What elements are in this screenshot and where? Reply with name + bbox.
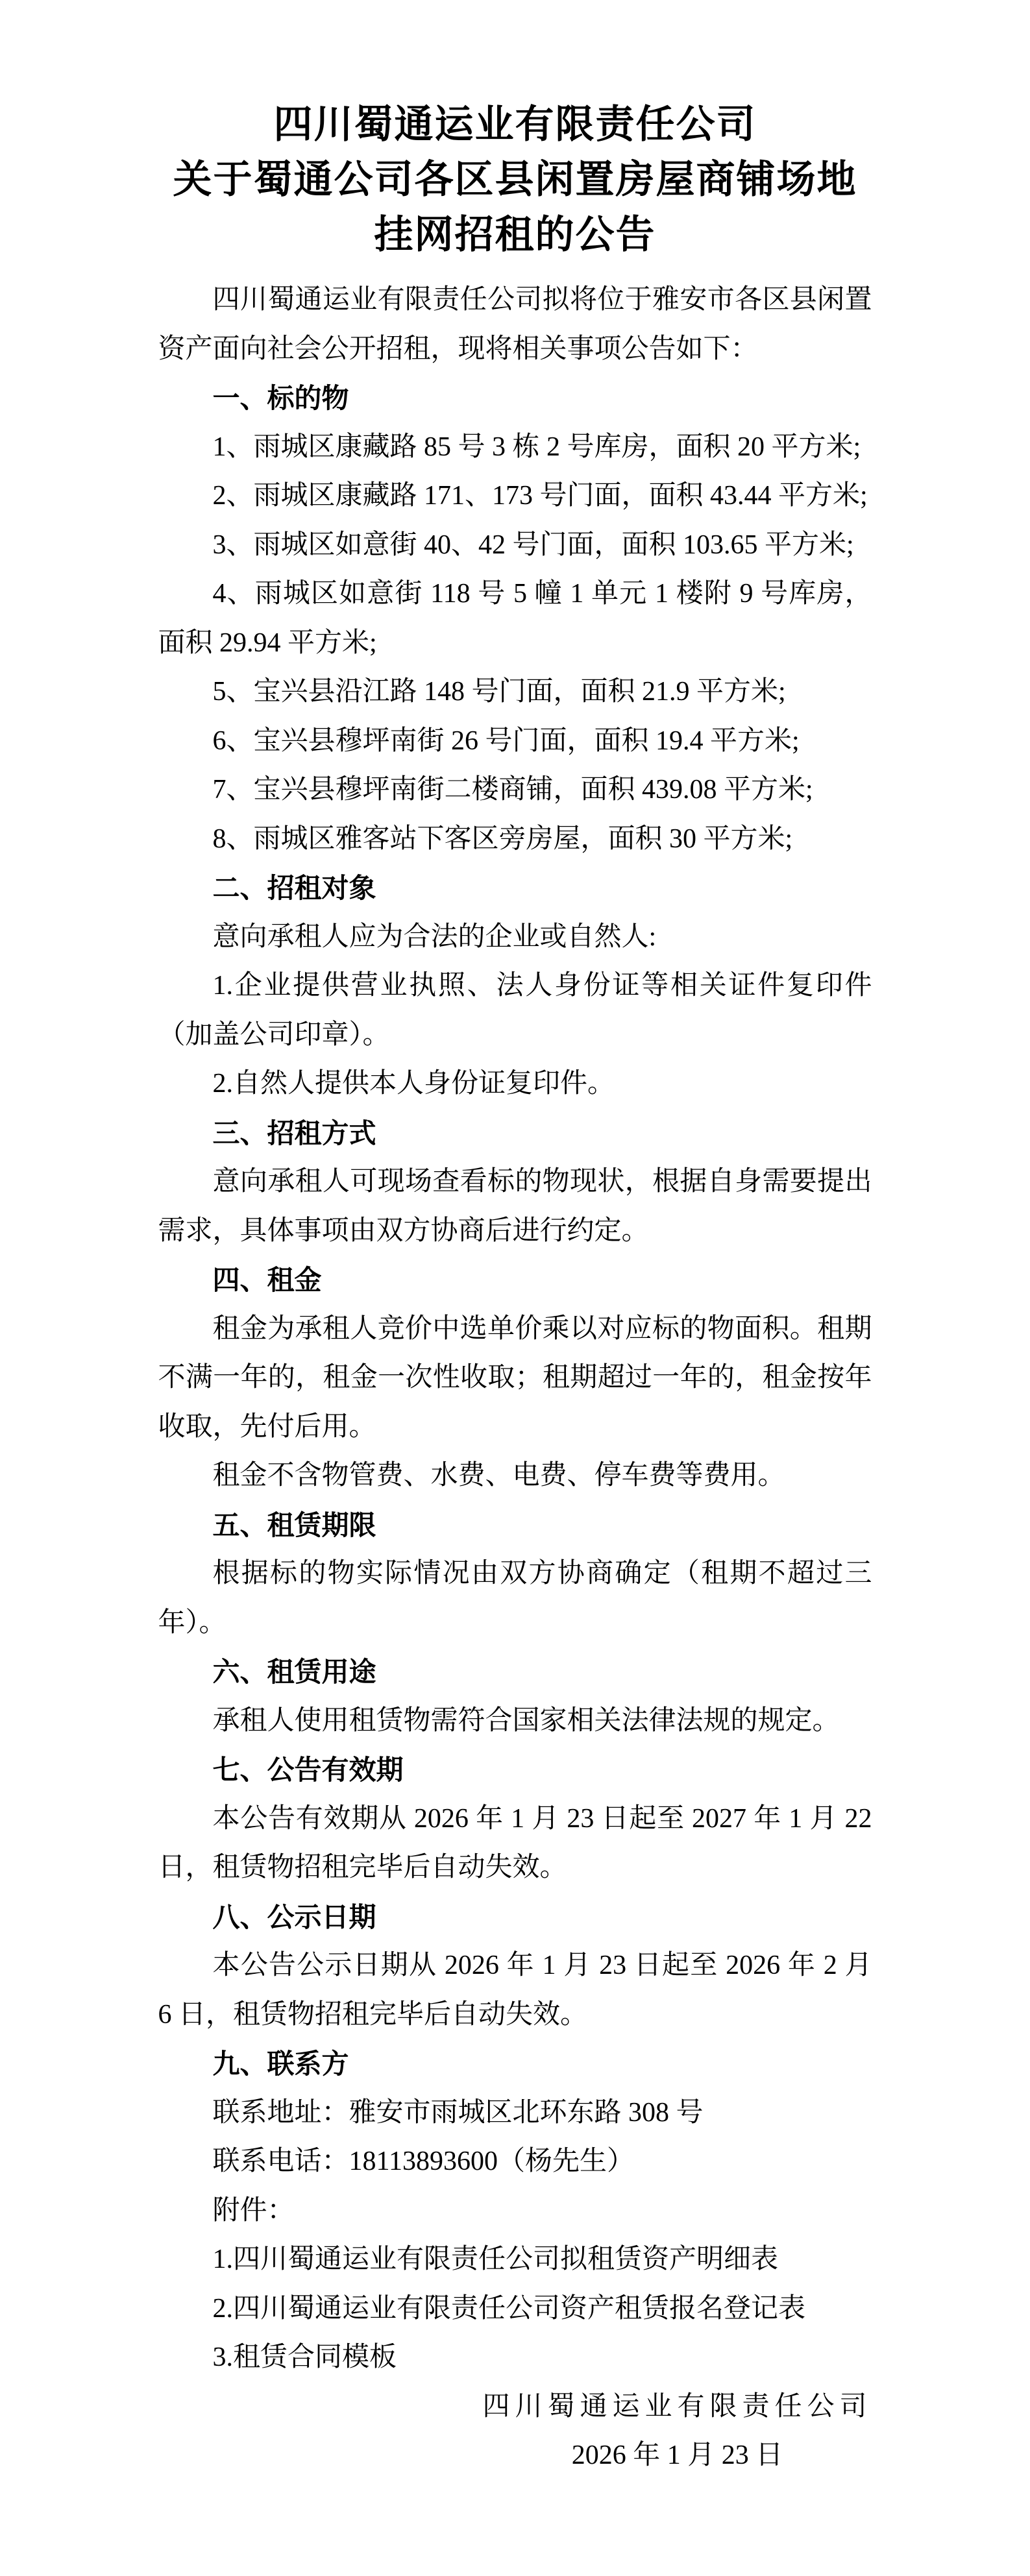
section-lease-method	[158, 1109, 872, 1256]
paragraph: 租金不含物管费、水费、电费、停车费等费用。	[212, 1461, 785, 1490]
document-body	[158, 276, 872, 2481]
contact-phone: 联系电话：18113893600（杨先生）	[212, 2146, 634, 2176]
listing-item: 7、宝兴县穆坪南街二楼商铺，面积 439.08 平方米;	[212, 775, 813, 805]
paragraph: 2.自然人提供本人身份证复印件。	[212, 1069, 615, 1099]
section-lease-term	[158, 1501, 872, 1648]
paragraph: 1.企业提供营业执照、法人身份证等相关证件复印件（加盖公司印章）。	[158, 971, 872, 1050]
intro-paragraph: 四川蜀通运业有限责任公司拟将位于雅安市各区县闲置资产面向社会公开招租，现将相关事项公告如下：	[158, 285, 872, 364]
section-heading: 四、租金	[212, 1265, 322, 1295]
announcement-document	[158, 0, 872, 2571]
paragraph: 本公告公示日期从 2026 年 1 月 23 日起至 2026 年 2 月 6 日，租赁物招租完毕后自动失效。	[158, 1950, 872, 2030]
paragraph: 意向承租人可现场查看标的物现状，根据自身需要提出需求，具体事项由双方协商后进行约定。	[158, 1167, 872, 1246]
paragraph: 租金为承租人竞价中选单价乘以对应标的物面积。租期不满一年的，租金一次性收取；租期超过一年的，租金按年收取，先付后用。	[158, 1313, 872, 1442]
section-subject-matter	[158, 374, 872, 864]
attachment-item: 3.租赁合同模板	[212, 2342, 397, 2372]
signature-date: 2026 年 1 月 23 日	[571, 2440, 783, 2470]
section-heading: 二、招租对象	[212, 873, 376, 903]
contact-address: 联系地址：雅安市雨城区北环东路 308 号	[212, 2097, 704, 2128]
signature-company: 四川蜀通运业有限责任公司	[482, 2391, 872, 2422]
section-contact	[158, 2039, 872, 2383]
section-heading: 三、招租方式	[212, 1117, 376, 1148]
section-heading: 一、标的物	[212, 383, 349, 413]
attachment-item: 2.四川蜀通运业有限责任公司资产租赁报名登记表	[212, 2293, 806, 2324]
signature-block	[158, 2383, 872, 2481]
section-lease-target	[158, 864, 872, 1109]
section-publicity-date	[158, 1893, 872, 2040]
section-heading: 九、联系方	[212, 2048, 349, 2079]
document-title-subject-line: 关于蜀通公司各区县闲置房屋商铺场地挂网招租的公告	[173, 158, 857, 256]
section-lease-usage	[158, 1647, 872, 1745]
attachment-item: 1.四川蜀通运业有限责任公司拟租赁资产明细表	[212, 2244, 779, 2274]
section-validity-period	[158, 1745, 872, 1893]
section-heading: 六、租赁用途	[212, 1657, 376, 1687]
section-heading: 八、公示日期	[212, 1901, 376, 1932]
listing-item: 4、雨城区如意街 118 号 5 幢 1 单元 1 楼附 9 号库房，面积 29.94 平方米;	[158, 579, 872, 658]
listing-item: 3、雨城区如意街 40、42 号门面，面积 103.65 平方米;	[212, 529, 854, 560]
attachments-label: 附件：	[212, 2195, 295, 2226]
paragraph: 意向承租人应为合法的企业或自然人:	[212, 921, 657, 952]
listing-item: 5、宝兴县沿江路 148 号门面，面积 21.9 平方米;	[212, 677, 786, 707]
document-title-company-line: 四川蜀通运业有限责任公司	[273, 103, 757, 146]
paragraph: 承租人使用租赁物需符合国家相关法律法规的规定。	[212, 1705, 840, 1736]
paragraph: 根据标的物实际情况由双方协商确定（租期不超过三年）。	[158, 1559, 872, 1638]
listing-item: 8、雨城区雅客站下客区旁房屋，面积 30 平方米;	[212, 823, 793, 854]
paragraph: 本公告有效期从 2026 年 1 月 23 日起至 2027 年 1 月 22 日，租赁物招租完毕后自动失效。	[158, 1803, 872, 1882]
section-heading: 五、租赁期限	[212, 1509, 376, 1540]
section-heading: 七、公告有效期	[212, 1755, 404, 1785]
listing-item: 6、宝兴县穆坪南街 26 号门面，面积 19.4 平方米;	[212, 725, 800, 756]
listing-item: 1、雨城区康藏路 85 号 3 栋 2 号库房，面积 20 平方米;	[212, 431, 861, 462]
section-rent	[158, 1256, 872, 1501]
signature-inner	[482, 2383, 872, 2481]
listing-item: 2、雨城区康藏路 171、173 号门面，面积 43.44 平方米;	[212, 481, 868, 511]
